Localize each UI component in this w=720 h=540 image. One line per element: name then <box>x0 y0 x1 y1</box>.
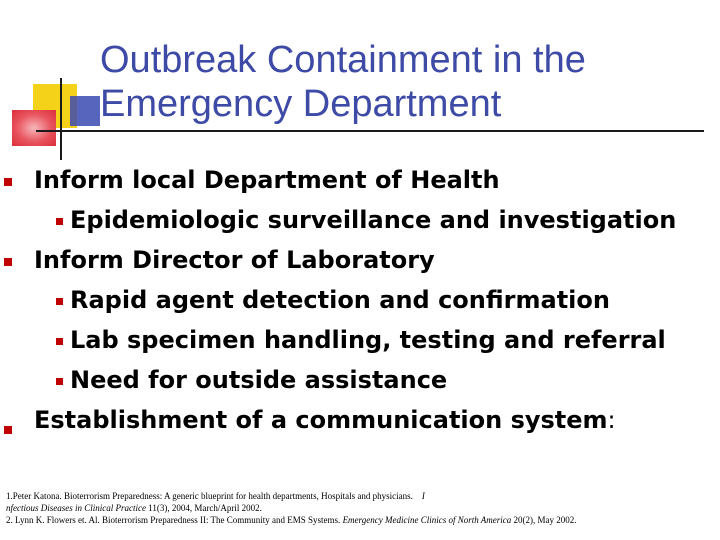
bullet-text: Inform local Department of Health <box>34 166 500 194</box>
decor-blue-square <box>70 96 100 126</box>
reference-2-volume: 20(2), May 2002. <box>511 515 577 525</box>
decor-red-square <box>12 110 56 146</box>
square-bullet-icon <box>4 178 12 186</box>
reference-1 <box>6 490 718 502</box>
reference-1-journal: nfectious Diseases in Clinical Practice <box>6 503 146 513</box>
bullet-text: Inform Director of Laboratory <box>34 246 435 274</box>
title-line-2: Emergency Department <box>100 83 502 125</box>
reference-2-text: 2. Lynn K. Flowers et. Al. Bioterrorism Preparedness II: The Community and EMS Systems. <box>6 515 341 525</box>
square-bullet-icon <box>4 426 12 434</box>
square-bullet-icon <box>56 338 63 345</box>
bullet-text: Lab specimen handling, testing and referral <box>70 326 666 354</box>
reference-1-tail: I <box>421 491 425 501</box>
bullet-text: Need for outside assistance <box>70 366 448 394</box>
square-bullet-icon <box>56 298 63 305</box>
reference-1-volume: 11(3), 2004, March/April 2002. <box>145 503 262 513</box>
bullet-text <box>34 406 616 434</box>
bullet-text-colon: : <box>607 406 616 434</box>
bullet-text-main: Establishment of a communication system <box>34 406 608 434</box>
title-underline-rule <box>36 130 704 132</box>
bullet-text: Epidemiologic surveillance and investigation <box>70 206 677 234</box>
square-bullet-icon <box>56 218 63 225</box>
reference-1-continued <box>6 502 718 514</box>
references <box>6 490 718 526</box>
bullet-text: Rapid agent detection and confirmation <box>70 286 610 314</box>
reference-1-text: 1.Peter Katona. Bioterrorism Preparedness: A generic blueprint for health departments, Hospitals and physicians. <box>6 491 413 501</box>
title-line-1: Outbreak Containment in the <box>100 39 586 81</box>
slide-title <box>100 38 700 126</box>
square-bullet-icon <box>56 378 63 385</box>
reference-2-journal: Emergency Medicine Clinics of North America <box>340 515 512 525</box>
decor-vertical-rule <box>60 78 62 160</box>
square-bullet-icon <box>4 258 12 266</box>
reference-2 <box>6 514 718 526</box>
